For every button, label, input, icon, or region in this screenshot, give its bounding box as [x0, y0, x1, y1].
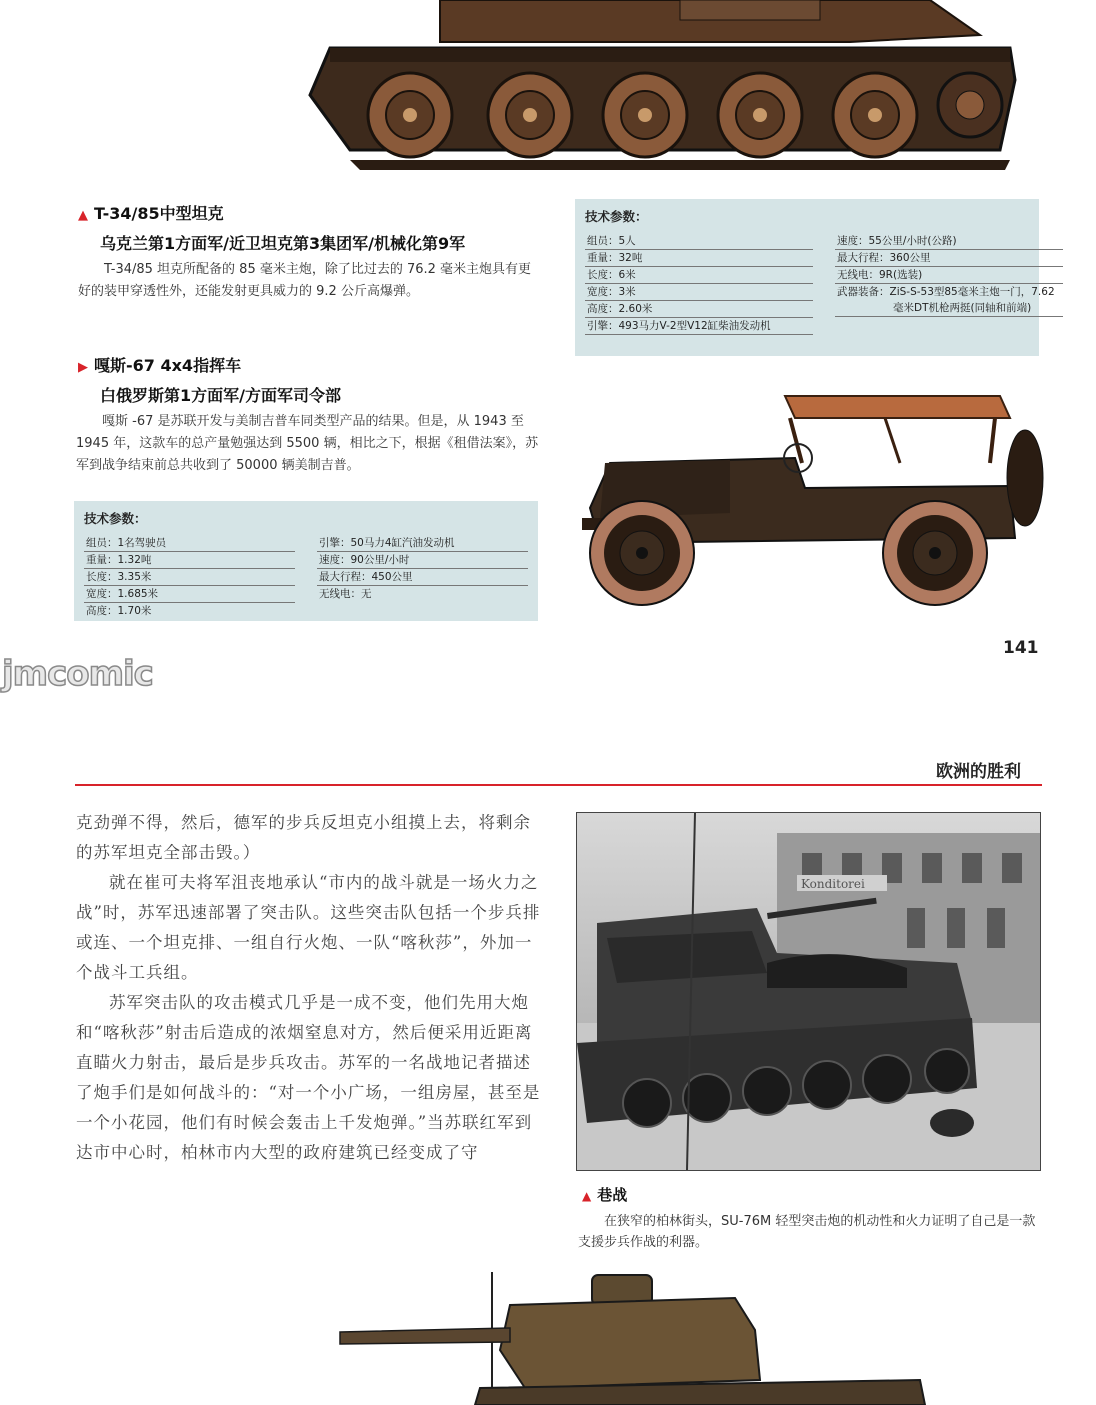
spec-row: 无线电：9R(选装) — [835, 267, 1063, 284]
watermark-logo: jmcomic — [2, 654, 153, 694]
spec-row: 重量：32吨 — [585, 250, 813, 267]
spec-row: 引擎：493马力V-2型V12缸柴油发动机 — [585, 318, 813, 335]
spec-row: 速度：90公里/小时 — [317, 552, 528, 569]
spec-row: 武器装备：ZiS-S-53型85毫米主炮一门，7.62毫米DT机枪两挺(同轴和前端) — [835, 284, 1063, 317]
spec-row: 长度：6米 — [585, 267, 813, 284]
chapter-title: 欧洲的胜利 — [936, 762, 1021, 782]
gaz-spec-header: 技术参数： — [84, 511, 147, 526]
spec-row: 无线电：无 — [319, 588, 372, 600]
spec-row: 宽度：3米 — [585, 284, 813, 301]
spec-row: 速度：55公里/小时(公路) — [835, 233, 1063, 250]
spec-row: 引擎：50马力4缸汽油发动机 — [317, 535, 528, 552]
photo-drawing — [577, 813, 1040, 1170]
spec-row: 最大行程：450公里 — [317, 569, 528, 586]
t34-title: ▲ T-34/85中型坦克 — [78, 204, 224, 223]
t34-tank-illustration — [290, 0, 1030, 185]
t34-85-tank-illustration — [330, 1270, 930, 1405]
gaz-title: ▶ 嘎斯-67 4x4指挥车 — [78, 356, 242, 375]
t34-subtitle: 乌克兰第1方面军/近卫坦克第3集团军/机械化第9军 — [100, 234, 466, 253]
su-76m-photo — [576, 812, 1041, 1171]
t34-spec-header: 技术参数： — [585, 209, 648, 224]
t34-spec-box — [575, 199, 1055, 356]
paragraph: 苏军突击队的攻击模式几乎是一成不变，他们先用大炮和“喀秋莎”射击后造成的浓烟窒息对方，然后便采用近距离直瞄火力射击，最后是步兵攻击。苏军的一名战地记者描述了炮手们是如何战斗的：“对一个小广场，一组房屋，甚至是一个小花园，他们有时候会轰击上千发炮弹。”当苏联红军到达市中心时，柏林市内大型的政府建筑已经变成了守 — [76, 993, 541, 1162]
gaz-spec-box — [74, 501, 538, 621]
photo-caption-title: ▲ 巷战 — [582, 1186, 628, 1204]
shop-sign-text: Konditorei — [801, 877, 865, 891]
spec-row: 重量：1.32吨 — [84, 552, 295, 569]
spec-row: 组员：5人 — [585, 233, 813, 250]
spec-row: 高度：1.70米 — [86, 605, 152, 617]
gaz-67-jeep-illustration — [570, 378, 1045, 618]
triangle-up-icon: ▲ — [78, 208, 88, 223]
spec-row: 宽度：1.685米 — [84, 586, 295, 603]
spec-row: 高度：2.60米 — [585, 301, 813, 318]
main-article-text — [76, 808, 542, 1168]
gaz-subtitle: 白俄罗斯第1方面军/方面军司令部 — [100, 386, 341, 405]
paragraph: 克劲弹不得，然后，德军的步兵反坦克小组摸上去，将剩余的苏军坦克全部击毁。） — [76, 813, 531, 862]
paragraph: 就在崔可夫将军沮丧地承认“市内的战斗就是一场火力之战”时，苏军迅速部署了突击队。这些突击队包括一个步兵排或连、一个坦克排、一组自行火炮、一队“喀秋莎”，外加一个战斗工兵组。 — [76, 873, 541, 982]
triangle-up-icon: ▲ — [582, 1189, 592, 1203]
spec-row: 最大行程：360公里 — [835, 250, 1063, 267]
spec-row: 长度：3.35米 — [84, 569, 295, 586]
gaz-description: 嘎斯 -67 是苏联开发与美制吉普车同类型产品的结果。但是，从 1943 至 1945 年，这款车的总产量勉强达到 5500 辆，相比之下，根据《租借法案》，苏军到战争结束前总共收到了 50000 辆美制吉普。 — [76, 414, 539, 473]
header-divider — [75, 784, 1042, 786]
page-number: 141 — [1003, 638, 1039, 658]
photo-caption-text: 在狭窄的柏林街头，SU-76M 轻型突击炮的机动性和火力证明了自己是一款支援步兵作战的利器。 — [578, 1214, 1036, 1250]
t34-description: T-34/85 坦克所配备的 85 毫米主炮，除了比过去的 76.2 毫米主炮具有更好的装甲穿透性外，还能发射更具威力的 9.2 公斤高爆弹。 — [78, 262, 532, 299]
spec-row: 组员：1名驾驶员 — [84, 535, 295, 552]
triangle-right-icon: ▶ — [78, 360, 88, 375]
